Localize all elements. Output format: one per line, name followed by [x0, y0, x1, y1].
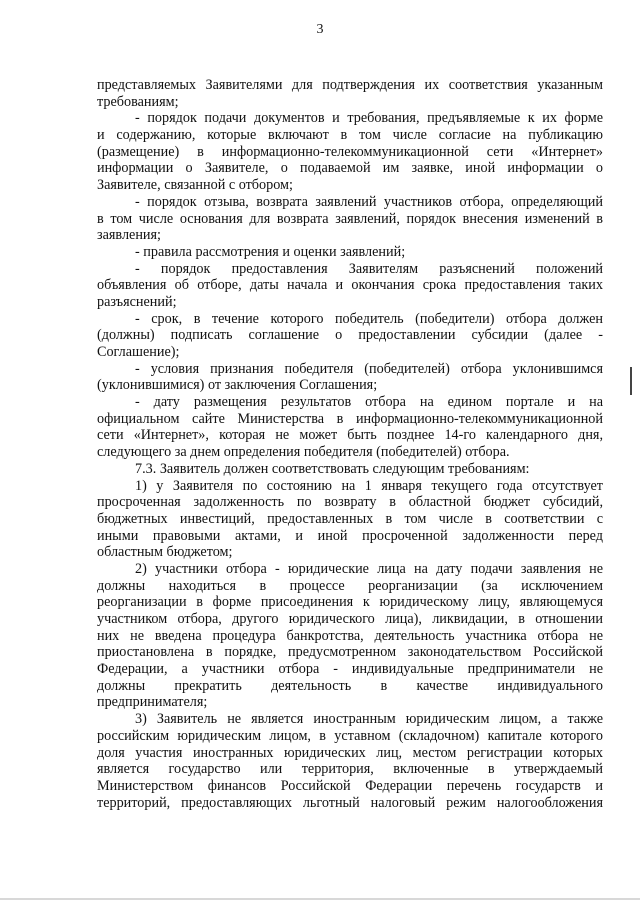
- text-line: и содержанию, которые включают в том числе согласие на публикацию: [97, 127, 603, 144]
- text-line: (размещение) в информационно-телекоммуникационной сети «Интернет»: [97, 143, 603, 160]
- text-line: - дату размещения результатов отбора на едином портале и на: [135, 394, 603, 411]
- text-line: является государство или территория, включенные в утверждаемый: [97, 761, 603, 778]
- text-line: российским юридическим лицом, в уставном (складочном) капитале которого: [97, 727, 603, 744]
- text-line: Федерации, а участники отбора - индивидуальные предприниматели не: [97, 661, 603, 678]
- text-line: иными правовыми актами, и иной просроченной задолженности перед: [97, 527, 603, 544]
- text-line: сети «Интернет», которая не может быть позднее 14-го календарного дня,: [97, 427, 603, 444]
- text-line: территорий, предоставляющих льготный налоговый режим налогообложения: [97, 794, 603, 811]
- text-line: просроченная задолженность по возврату в областной бюджет субсидий,: [97, 494, 603, 511]
- text-line: 2) участники отбора - юридические лица на дату подачи заявления не: [135, 560, 603, 577]
- scan-edge-mark: [630, 367, 632, 395]
- text-line: приостановлена в порядке, предусмотренном законодательством Российской: [97, 644, 603, 661]
- text-line: них не введена процедура банкротства, деятельность участника отбора не: [97, 627, 603, 644]
- text-line: следующего за днем определения победителя (победителей) отбора.: [97, 444, 510, 461]
- page-number: 3: [316, 22, 324, 37]
- text-line: 1) у Заявителя по состоянию на 1 января текущего года отсутствует: [135, 477, 603, 494]
- document-body: [97, 77, 603, 811]
- text-line: Соглашение);: [97, 344, 180, 360]
- text-line: областным бюджетом;: [97, 544, 233, 561]
- text-line: объявления об отборе, даты начала и окончания срока предоставления таких: [97, 277, 603, 294]
- text-line: - порядок предоставления Заявителям разъяснений положений: [135, 260, 603, 277]
- text-line: - условия признания победителя (победителей) отбора уклонившимся: [135, 360, 603, 377]
- text-line: - срок, в течение которого победитель (победители) отбора должен: [135, 310, 603, 327]
- text-line: разъяснений;: [97, 293, 177, 310]
- text-line: бюджетных инвестиций, предоставленных в том числе в соответствии с: [97, 510, 603, 527]
- text-line: 7.3. Заявитель должен соответствовать следующим требованиям:: [135, 460, 530, 477]
- text-line: - порядок подачи документов и требования, предъявляемые к их форме: [135, 110, 603, 127]
- text-line: в том числе основания для возврата заявлений, порядок внесения изменений в: [97, 210, 603, 227]
- text-line: должны находиться в процессе реорганизации (за исключением: [97, 577, 603, 594]
- text-line: (должны) подписать соглашение о предоставлении субсидии (далее -: [97, 327, 603, 344]
- text-line: доля участия иностранных юридических лиц, местом регистрации которых: [97, 744, 603, 761]
- text-line: реорганизации в форме присоединения к юридическому лицу, являющемуся: [97, 594, 603, 611]
- text-line: 3) Заявитель не является иностранным юридическим лицом, а также: [135, 711, 603, 728]
- text-line: - правила рассмотрения и оценки заявлений;: [135, 243, 406, 260]
- text-line: должны прекратить деятельность в качестве индивидуального: [97, 677, 603, 694]
- text-line: информации о Заявителе, о подаваемой им заявке, иной информации о: [97, 160, 603, 177]
- text-line: Заявителе, связанной с отбором;: [97, 177, 293, 194]
- text-line: требованиям;: [97, 93, 179, 110]
- text-line: - порядок отзыва, возврата заявлений участников отбора, определяющий: [135, 193, 603, 210]
- text-line: (уклонившимися) от заключения Соглашения;: [97, 377, 378, 394]
- text-line: предпринимателя;: [97, 694, 208, 711]
- text-line: Министерством финансов Российской Федерации перечень государств и: [97, 777, 603, 794]
- scan-bottom-edge: [0, 898, 640, 900]
- text-line: участником отбора, другого юридического лица), ликвидации, в отношении: [97, 611, 603, 627]
- text-line: представляемых Заявителями для подтверждения их соответствия указанным: [97, 77, 603, 93]
- text-line: заявления;: [97, 227, 161, 244]
- text-line: официальном сайте Министерства в информационно-телекоммуникационной: [97, 410, 603, 427]
